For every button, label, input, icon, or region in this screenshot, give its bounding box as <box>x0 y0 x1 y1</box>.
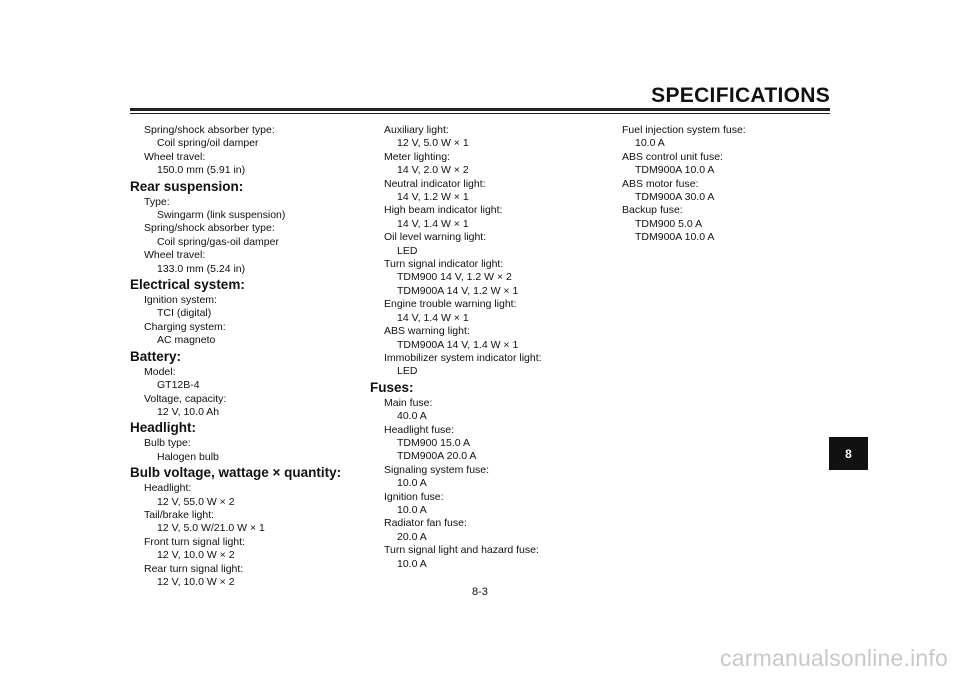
watermark: carmanualsonline.info <box>720 645 948 671</box>
spec-value: 10.0 A <box>397 477 427 490</box>
spec-value: TDM900 14 V, 1.2 W × 2 <box>397 271 512 284</box>
header-rule-thin <box>130 113 830 114</box>
spec-label: Wheel travel: <box>144 150 206 163</box>
spec-heading: Rear suspension: <box>130 178 244 194</box>
spec-label: Charging system: <box>144 320 226 333</box>
spec-label: Turn signal indicator light: <box>384 258 504 271</box>
spec-label: ABS motor fuse: <box>622 177 699 190</box>
spec-label: Headlight fuse: <box>384 423 455 436</box>
spec-value: AC magneto <box>157 334 216 347</box>
spec-label: Rear turn signal light: <box>144 562 244 575</box>
spec-value: 20.0 A <box>397 530 427 543</box>
spec-value: Coil spring/oil damper <box>157 137 259 150</box>
spec-label: Oil level warning light: <box>384 231 487 244</box>
spec-value: Halogen bulb <box>157 450 219 463</box>
spec-value: 150.0 mm (5.91 in) <box>157 164 246 177</box>
spec-label: Type: <box>144 195 170 208</box>
spec-value: 133.0 mm (5.24 in) <box>157 262 246 275</box>
spec-label: Wheel travel: <box>144 249 206 262</box>
spec-label: Bulb type: <box>144 437 191 450</box>
spec-label: Signaling system fuse: <box>384 463 490 476</box>
spec-value: TDM900 5.0 A <box>635 217 703 230</box>
spec-label: Fuel injection system fuse: <box>622 124 746 136</box>
spec-value: TDM900A 14 V, 1.4 W × 1 <box>397 338 519 351</box>
spec-label: Radiator fan fuse: <box>384 517 467 530</box>
spec-value: 12 V, 5.0 W/21.0 W × 1 <box>157 522 265 535</box>
spec-value: 14 V, 1.4 W × 1 <box>397 217 469 230</box>
spec-label: ABS warning light: <box>384 325 470 338</box>
spec-label: Auxiliary light: <box>384 124 449 136</box>
spec-value: TDM900 15.0 A <box>397 436 470 449</box>
spec-value: 14 V, 2.0 W × 2 <box>397 164 469 177</box>
spec-heading: Bulb voltage, wattage × quantity: <box>130 465 342 481</box>
spec-value: Coil spring/gas-oil damper <box>157 235 279 248</box>
spec-label: Front turn signal light: <box>144 535 245 548</box>
spec-value: TDM900A 30.0 A <box>635 191 715 204</box>
spec-value: TDM900A 10.0 A <box>635 164 715 177</box>
spec-value: LED <box>397 365 418 378</box>
spec-label: Neutral indicator light: <box>384 177 486 190</box>
spec-label: High beam indicator light: <box>384 204 503 217</box>
spec-heading: Electrical system: <box>130 277 245 293</box>
spec-label: Headlight: <box>144 482 192 495</box>
spec-column-3 <box>608 124 828 245</box>
spec-value: GT12B-4 <box>157 379 200 392</box>
spec-value: Swingarm (link suspension) <box>157 209 286 222</box>
spec-value: 12 V, 10.0 Ah <box>157 405 220 418</box>
spec-value: 12 V, 55.0 W × 2 <box>157 495 235 508</box>
spec-value: 10.0 A <box>635 137 665 150</box>
spec-value: LED <box>397 244 418 257</box>
spec-value: 12 V, 10.0 W × 2 <box>157 575 235 588</box>
spec-value: 10.0 A <box>397 503 427 516</box>
header-rule-thick <box>130 108 830 111</box>
spec-label: Meter lighting: <box>384 150 450 163</box>
spec-label: Turn signal light and hazard fuse: <box>384 544 539 557</box>
spec-value: TDM900A 10.0 A <box>635 231 715 244</box>
spec-heading: Battery: <box>130 348 182 364</box>
spec-heading: Fuses: <box>370 379 414 395</box>
spec-label: Ignition fuse: <box>384 490 444 503</box>
spec-label: Backup fuse: <box>622 204 683 217</box>
spec-label: Model: <box>144 365 176 378</box>
spec-label: Spring/shock absorber type: <box>144 124 275 136</box>
spec-value: 12 V, 5.0 W × 1 <box>397 137 469 150</box>
spec-label: Engine trouble warning light: <box>384 298 517 311</box>
chapter-tab[interactable]: 8 <box>829 437 868 470</box>
spec-label: Spring/shock absorber type: <box>144 222 275 235</box>
spec-value: 12 V, 10.0 W × 2 <box>157 549 235 562</box>
spec-value: 14 V, 1.2 W × 1 <box>397 191 469 204</box>
spec-value: 10.0 A <box>397 557 427 570</box>
spec-value: TDM900A 20.0 A <box>397 450 477 463</box>
spec-label: Voltage, capacity: <box>144 392 227 405</box>
spec-value: TDM900A 14 V, 1.2 W × 1 <box>397 284 519 297</box>
spec-label: Immobilizer system indicator light: <box>384 351 542 364</box>
spec-label: ABS control unit fuse: <box>622 150 723 163</box>
spec-value: 40.0 A <box>397 410 427 423</box>
page-title: SPECIFICATIONS <box>651 84 830 107</box>
spec-column-2 <box>370 124 600 571</box>
spec-value: 14 V, 1.4 W × 1 <box>397 311 469 324</box>
spec-label: Ignition system: <box>144 294 217 307</box>
page-number: 8-3 <box>472 586 488 598</box>
spec-value: TCI (digital) <box>157 307 212 320</box>
spec-label: Tail/brake light: <box>144 508 215 521</box>
spec-label: Main fuse: <box>384 396 433 409</box>
spec-column-1 <box>130 124 360 589</box>
spec-heading: Headlight: <box>130 420 196 436</box>
